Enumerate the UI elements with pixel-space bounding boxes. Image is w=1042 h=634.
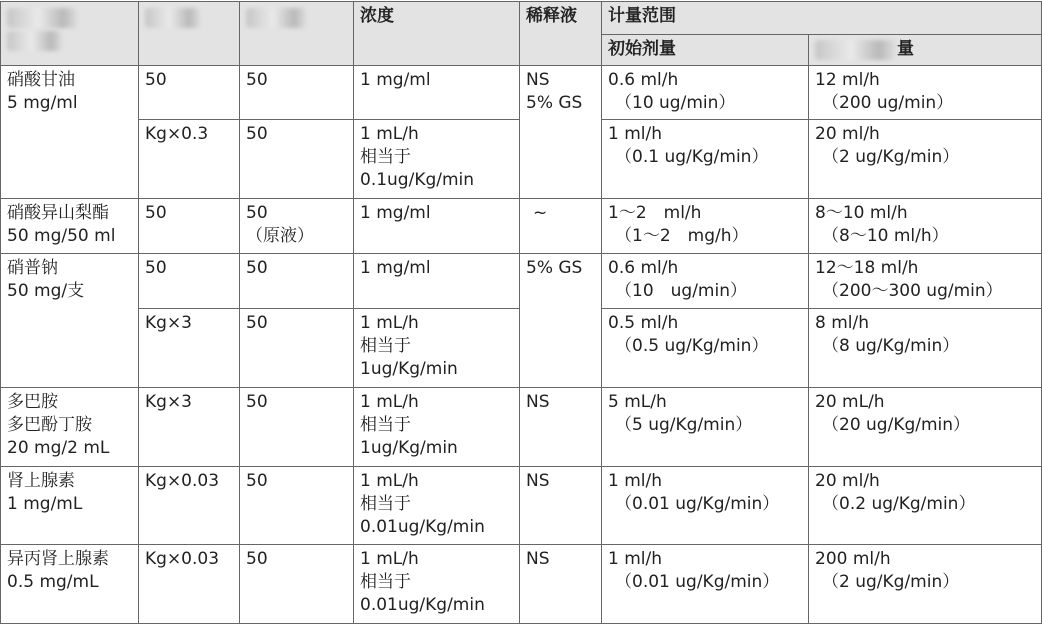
table-row: [1, 254, 1042, 309]
redacted-dose-label: [145, 8, 200, 28]
max-dose-cell: 20 ml/h （2 ug/Kg/min）: [809, 120, 1042, 199]
diluent-cell: ~: [520, 199, 602, 254]
table-row: [1, 66, 1042, 120]
drug-cell: 硝普钠 50 mg/支: [1, 254, 139, 388]
volume-cell: 50: [240, 467, 354, 545]
initial-dose-cell: 0.6 ml/h （10 ug/min）: [602, 254, 809, 309]
redacted-drug-label-2: [7, 31, 62, 51]
dose-cell: Kg×3: [139, 309, 240, 388]
table-row: [1, 545, 1042, 624]
header-max-dose: [809, 35, 1042, 66]
initial-dose-cell: 5 mL/h （5 ug/Kg/min）: [602, 388, 809, 467]
concentration-cell: 1 mL/h 相当于 0.01ug/Kg/min: [354, 467, 520, 545]
diluent-cell: NS: [520, 388, 602, 467]
drug-cell: 硝酸异山梨酯 50 mg/50 ml: [1, 199, 139, 254]
header-drug: [1, 2, 139, 66]
initial-dose-cell: 0.5 ml/h （0.5 ug/Kg/min）: [602, 309, 809, 388]
initial-dose-cell: 1 ml/h （0.01 ug/Kg/min）: [602, 467, 809, 545]
redacted-max-label: [815, 40, 895, 60]
table-row: [1, 388, 1042, 467]
max-dose-cell: 20 mL/h （20 ug/Kg/min）: [809, 388, 1042, 467]
drug-cell: 异丙肾上腺素 0.5 mg/mL: [1, 545, 139, 624]
drug-cell: 多巴胺 多巴酚丁胺 20 mg/2 mL: [1, 388, 139, 467]
concentration-cell: 1 mg/ml: [354, 199, 520, 254]
max-dose-cell: 8～10 ml/h （8～10 ml/h）: [809, 199, 1042, 254]
dose-cell: 50: [139, 199, 240, 254]
dose-cell: 50: [139, 66, 240, 120]
table-row: [1, 199, 1042, 254]
dose-cell: Kg×3: [139, 388, 240, 467]
max-dose-cell: 12～18 ml/h （200～300 ug/min）: [809, 254, 1042, 309]
max-dose-cell: 8 ml/h （8 ug/Kg/min）: [809, 309, 1042, 388]
max-dose-cell: 12 ml/h （200 ug/min）: [809, 66, 1042, 120]
volume-cell: 50: [240, 309, 354, 388]
concentration-cell: 1 mL/h 相当于 1ug/Kg/min: [354, 388, 520, 467]
diluent-cell: NS: [520, 545, 602, 624]
dose-cell: Kg×0.3: [139, 120, 240, 199]
concentration-cell: 1 mL/h 相当于 0.01ug/Kg/min: [354, 545, 520, 624]
concentration-cell: 1 mg/ml: [354, 66, 520, 120]
header-dose: [139, 2, 240, 66]
concentration-cell: 1 mL/h 相当于 1ug/Kg/min: [354, 309, 520, 388]
drug-cell: 肾上腺素 1 mg/mL: [1, 467, 139, 545]
table-row: [1, 467, 1042, 545]
redacted-volume-label: [246, 8, 306, 28]
volume-cell: 50: [240, 120, 354, 199]
dose-cell: Kg×0.03: [139, 545, 240, 624]
drug-cell: 硝酸甘油 5 mg/ml: [1, 66, 139, 199]
dosage-table: [0, 1, 1042, 624]
volume-cell: 50: [240, 66, 354, 120]
initial-dose-cell: 1 ml/h （0.01 ug/Kg/min）: [602, 545, 809, 624]
header-max-suffix: 量: [897, 39, 914, 59]
volume-cell: 50 （原液）: [240, 199, 354, 254]
initial-dose-cell: 1 ml/h （0.1 ug/Kg/min）: [602, 120, 809, 199]
diluent-cell: NS: [520, 467, 602, 545]
diluent-cell: 5% GS: [520, 254, 602, 388]
initial-dose-cell: 1～2 ml/h （1～2 mg/h）: [602, 199, 809, 254]
header-range: 计量范围: [602, 2, 1042, 35]
concentration-cell: 1 mL/h 相当于 0.1ug/Kg/min: [354, 120, 520, 199]
header-row: [1, 2, 1042, 35]
max-dose-cell: 20 ml/h （0.2 ug/Kg/min）: [809, 467, 1042, 545]
volume-cell: 50: [240, 545, 354, 624]
header-volume: [240, 2, 354, 66]
header-concentration: 浓度: [354, 2, 520, 66]
volume-cell: 50: [240, 388, 354, 467]
dose-cell: 50: [139, 254, 240, 309]
dose-cell: Kg×0.03: [139, 467, 240, 545]
volume-cell: 50: [240, 254, 354, 309]
concentration-cell: 1 mg/ml: [354, 254, 520, 309]
header-initial-dose: 初始剂量: [602, 35, 809, 66]
redacted-drug-label: [7, 8, 77, 28]
initial-dose-cell: 0.6 ml/h （10 ug/min）: [602, 66, 809, 120]
header-diluent: 稀释液: [520, 2, 602, 66]
diluent-cell: NS 5% GS: [520, 66, 602, 199]
max-dose-cell: 200 ml/h （2 ug/Kg/min）: [809, 545, 1042, 624]
